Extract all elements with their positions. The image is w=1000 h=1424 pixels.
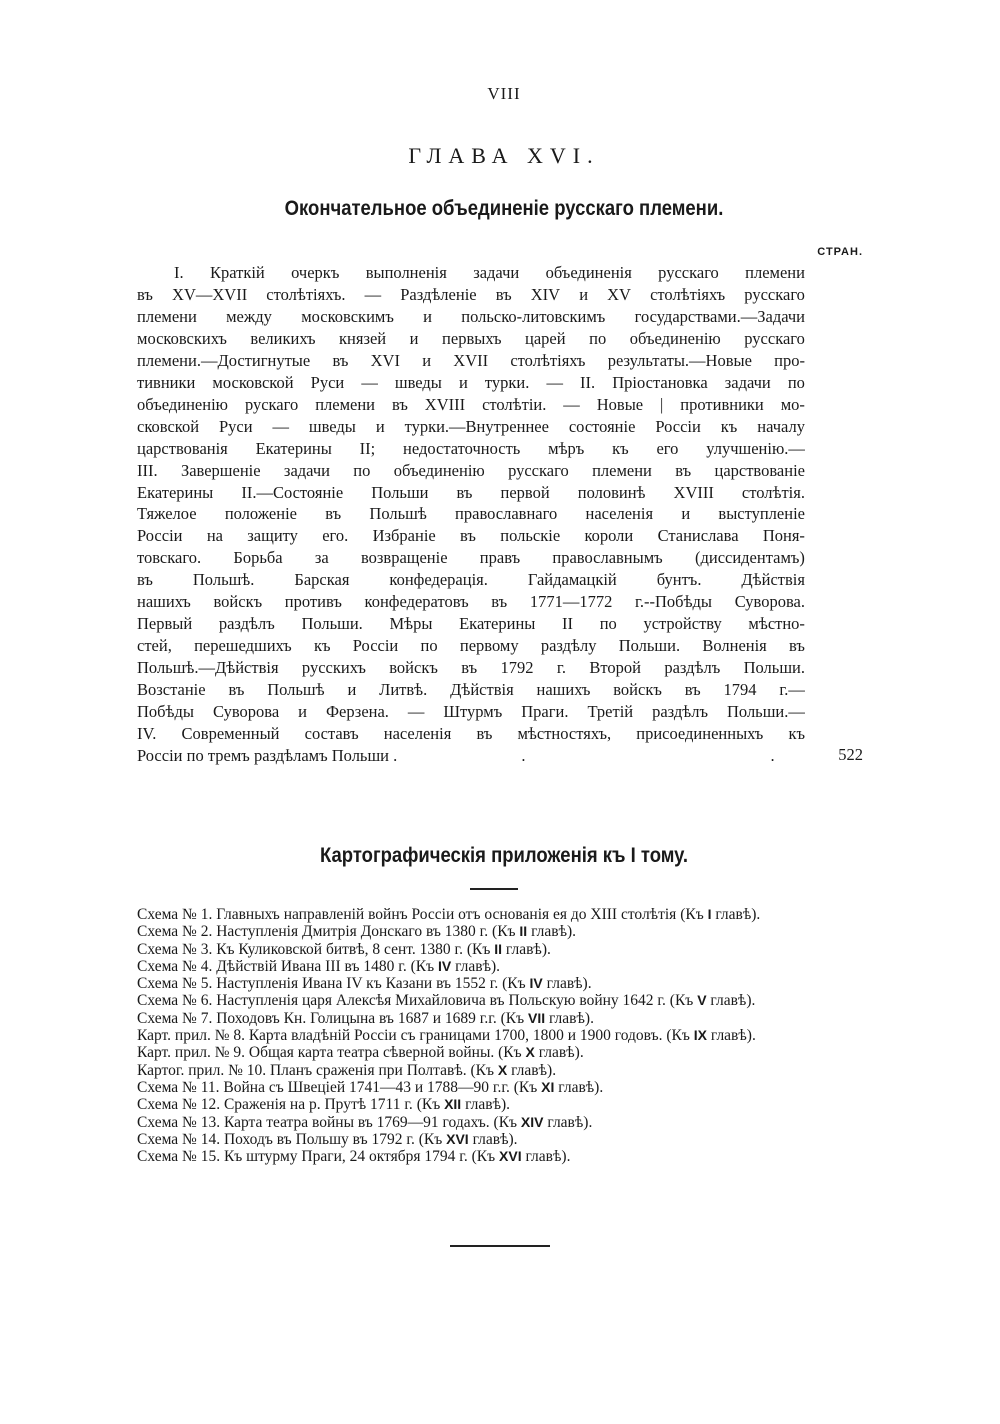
map-label: Карт. прил. № 9. <box>137 1044 246 1062</box>
map-description: Наступленія Дмитрія Донскаго въ 1380 г. <box>216 923 489 941</box>
summary-line: въ Польшѣ. Барская конфедерація. Гайдамацкій бунтъ. Дѣйствія <box>137 570 805 590</box>
summary-line: Екатерины II.—Состояніе Польши въ первой половинѣ XVIII столѣтія. <box>137 482 805 502</box>
chapter-ref: II <box>494 940 503 957</box>
map-description: Планъ сраженія при Полтавѣ. <box>269 1061 467 1079</box>
chapter-ref: I <box>707 906 712 922</box>
map-description: Карта владѣній Россіи съ границами 1700, 1800 и 1900 годовъ. <box>248 1027 663 1045</box>
chapter-title: Окончательное объединеніе русскаго племени. <box>284 197 724 220</box>
summary-line: въ XV—XVII столѣтіяхъ. — Раздѣленіе въ XIV и XV столѣтіяхъ русскаго <box>137 284 805 304</box>
maps-list <box>137 906 863 1165</box>
maps-section-title: Картографическія приложенія къ I тому. <box>320 844 688 867</box>
map-list-item: Схема № 3. Къ Куликовской битвѣ, 8 сент. 1380 г. (Къ II главѣ). <box>137 940 551 958</box>
chapter-ref: VII <box>527 1009 546 1026</box>
summary-line: Россіи на защиту его. Избраніе въ польскіе короли Станислава Поня- <box>137 526 805 546</box>
map-label: Схема № 7. <box>137 1009 213 1027</box>
leader-dot: . <box>770 745 775 765</box>
map-list-item: Карт. прил. № 8. Карта владѣній Россіи съ границами 1700, 1800 и 1900 годовъ. (Къ IX главѣ). <box>137 1027 756 1045</box>
map-list-item: Схема № 2. Наступленія Дмитрія Донскаго въ 1380 г. (Къ II главѣ). <box>137 923 577 941</box>
map-description: Карта театра войны въ 1769—91 годахъ. <box>223 1113 490 1131</box>
map-label: Схема № 11. <box>137 1078 220 1096</box>
map-label: Схема № 3. <box>137 940 213 958</box>
page-reference: 522 <box>838 745 863 764</box>
chapter-ref: XVI <box>499 1148 522 1165</box>
summary-line: стей, перешедшихъ къ Россіи по первому раздѣлу Польши. Волненія въ <box>137 636 805 656</box>
summary-line: III. Завершеніе задачи по объединенію русскаго племени въ царствованіе <box>137 460 805 480</box>
summary-line: IV. Современный составъ населенія въ мѣстностяхъ, присоединенныхъ къ <box>137 724 805 744</box>
map-label: Схема № 6. <box>137 992 213 1010</box>
summary-line: Тяжелое положеніе въ Польшѣ православнаго населенія и выступленіе <box>137 504 805 524</box>
map-description: Походовъ Кн. Голицына въ 1687 и 1689 г.г. <box>216 1009 497 1027</box>
chapter-ref: IV <box>437 957 452 974</box>
map-list-item: Схема № 12. Сраженія на р. Прутѣ 1711 г. (Къ XII главѣ). <box>137 1096 511 1114</box>
map-description: Походъ въ Польшу въ 1792 г. <box>223 1130 415 1148</box>
map-label: Схема № 12. <box>137 1096 221 1114</box>
summary-line: тивники московской Руси — шведы и турки. — II. Пріостановка задачи по <box>137 372 805 392</box>
chapter-ref: II <box>519 923 528 940</box>
map-label: Схема № 14. <box>137 1130 221 1148</box>
chapter-ref: IV <box>529 975 543 992</box>
map-list-item: Схема № 7. Походовъ Кн. Голицына въ 1687 и 1689 г.г. (Къ VII главѣ). <box>137 1009 594 1027</box>
divider <box>450 1245 550 1247</box>
map-description: Дѣйствій Ивана III въ 1480 г. <box>216 957 407 975</box>
chapter-ref: V <box>697 992 707 1009</box>
map-description: Главныхъ направленій войнъ Россіи отъ основанія ея до XIII столѣтія <box>216 906 677 923</box>
map-list-item: Схема № 5. Наступленія Ивана IV къ Казани въ 1552 г. (Къ IV главѣ). <box>137 975 592 993</box>
summary-line: царствованія Екатерины II; недостаточность мѣръ къ его улучшенію.— <box>137 438 805 458</box>
map-list-item: Схема № 15. Къ штурму Праги, 24 октября 1794 г. (Къ XVI главѣ). <box>137 1148 571 1166</box>
map-label: Карт. прил. № 8. <box>137 1027 246 1045</box>
chapter-ref: XI <box>541 1078 555 1095</box>
summary-line: сковской Руси — шведы и турки.—Внутреннее состояніе Россіи къ началу <box>137 416 805 436</box>
map-list-item: Карт. прил. № 9. Общая карта театра сѣверной войны. (Къ X главѣ). <box>137 1044 584 1062</box>
map-list-item: Схема № 4. Дѣйствій Ивана III въ 1480 г. (Къ IV главѣ). <box>137 957 501 975</box>
summary-line: Возстаніе въ Польшѣ и Литвѣ. Дѣйствія нашихъ войскъ въ 1794 г.— <box>137 680 805 700</box>
summary-line: Первый раздѣлъ Польши. Мѣры Екатерины II по устройству мѣстно- <box>137 614 805 634</box>
summary-line: нашихъ войскъ противъ конфедератовъ въ 1771—1772 г.--Побѣды Суворова. <box>137 592 805 612</box>
leader-dot: . <box>521 745 526 765</box>
map-label: Картог. прил. № 10. <box>137 1061 267 1079</box>
map-description: Къ штурму Праги, 24 октября 1794 г. <box>223 1148 468 1166</box>
map-label: Схема № 4. <box>137 957 213 975</box>
map-list-item: Схема № 14. Походъ въ Польшу въ 1792 г. (Къ XVI главѣ). <box>137 1130 518 1148</box>
map-description: Наступленія Ивана IV къ Казани въ 1552 г. <box>216 975 499 993</box>
map-label: Схема № 15. <box>137 1148 221 1166</box>
map-label: Схема № 5. <box>137 975 213 993</box>
chapter-heading: ГЛАВА XVI. <box>408 143 600 168</box>
summary-line: объединенію рускаго племени въ XVIII столѣтіи. — Новые | противники мо- <box>137 394 805 414</box>
map-list-item: Схема № 11. Война съ Швеціей 1741—43 и 1788—90 г.г. (Къ XI главѣ). <box>137 1078 604 1096</box>
page-column-label: СТРАН. <box>817 246 863 258</box>
chapter-ref: XII <box>444 1096 462 1113</box>
divider <box>470 888 518 890</box>
map-description: Къ Куликовской битвѣ, 8 сент. 1380 г. <box>216 940 463 958</box>
map-list-item: Схема № 13. Карта театра войны въ 1769—91 годахъ. (Къ XIV главѣ). <box>137 1113 593 1131</box>
map-label: Схема № 1. <box>137 906 213 923</box>
chapter-ref: XIV <box>520 1113 544 1130</box>
map-description: Война съ Швеціей 1741—43 и 1788—90 г.г. <box>223 1078 510 1096</box>
map-list-item: Схема № 1. Главныхъ направленій войнъ Россіи отъ основанія ея до XIII столѣтія (Къ I главѣ). <box>137 906 761 923</box>
chapter-ref: IX <box>693 1027 707 1044</box>
summary-line: Россіи по тремъ раздѣламъ Польши . . . <box>137 745 775 765</box>
chapter-ref: X <box>497 1061 508 1078</box>
summary-line: Побѣды Суворова и Ферзена. — Штурмъ Праги. Третій раздѣлъ Польши.— <box>137 702 805 722</box>
summary-line: товскаго. Борьба за возвращеніе правъ православнымъ (диссидентамъ) <box>137 548 805 568</box>
summary-line: I. Краткій очеркъ выполненія задачи объединенія русскаго племени <box>174 263 805 282</box>
chapter-ref: XVI <box>446 1130 469 1147</box>
chapter-summary <box>137 262 805 767</box>
chapter-ref: X <box>525 1044 535 1061</box>
summary-line: племени между московскимъ и польско-литовскимъ государствами.—Задачи <box>137 306 805 326</box>
summary-line: Польшѣ.—Дѣйствія русскихъ войскъ въ 1792 г. Второй раздѣлъ Польши. <box>137 658 805 678</box>
map-description: Сраженія на р. Прутѣ 1711 г. <box>223 1096 413 1114</box>
map-list-item: Картог. прил. № 10. Планъ сраженія при Полтавѣ. (Къ X главѣ). <box>137 1061 557 1079</box>
map-list-item: Схема № 6. Наступленія царя Алексѣя Михайловича въ Польскую войну 1642 г. (Къ V главѣ). <box>137 992 756 1010</box>
map-label: Схема № 2. <box>137 923 213 941</box>
summary-line: племени.—Достигнутые въ XVI и XVII столѣтіяхъ результаты.—Новые про- <box>137 350 805 370</box>
page-number: VIII <box>487 84 521 103</box>
map-description: Общая карта театра сѣверной войны. <box>248 1044 495 1062</box>
map-label: Схема № 13. <box>137 1113 221 1131</box>
map-description: Наступленія царя Алексѣя Михайловича въ Польскую войну 1642 г. <box>216 992 666 1010</box>
summary-line: московскихъ великихъ князей и первыхъ царей по объединенію русскаго <box>137 328 805 348</box>
